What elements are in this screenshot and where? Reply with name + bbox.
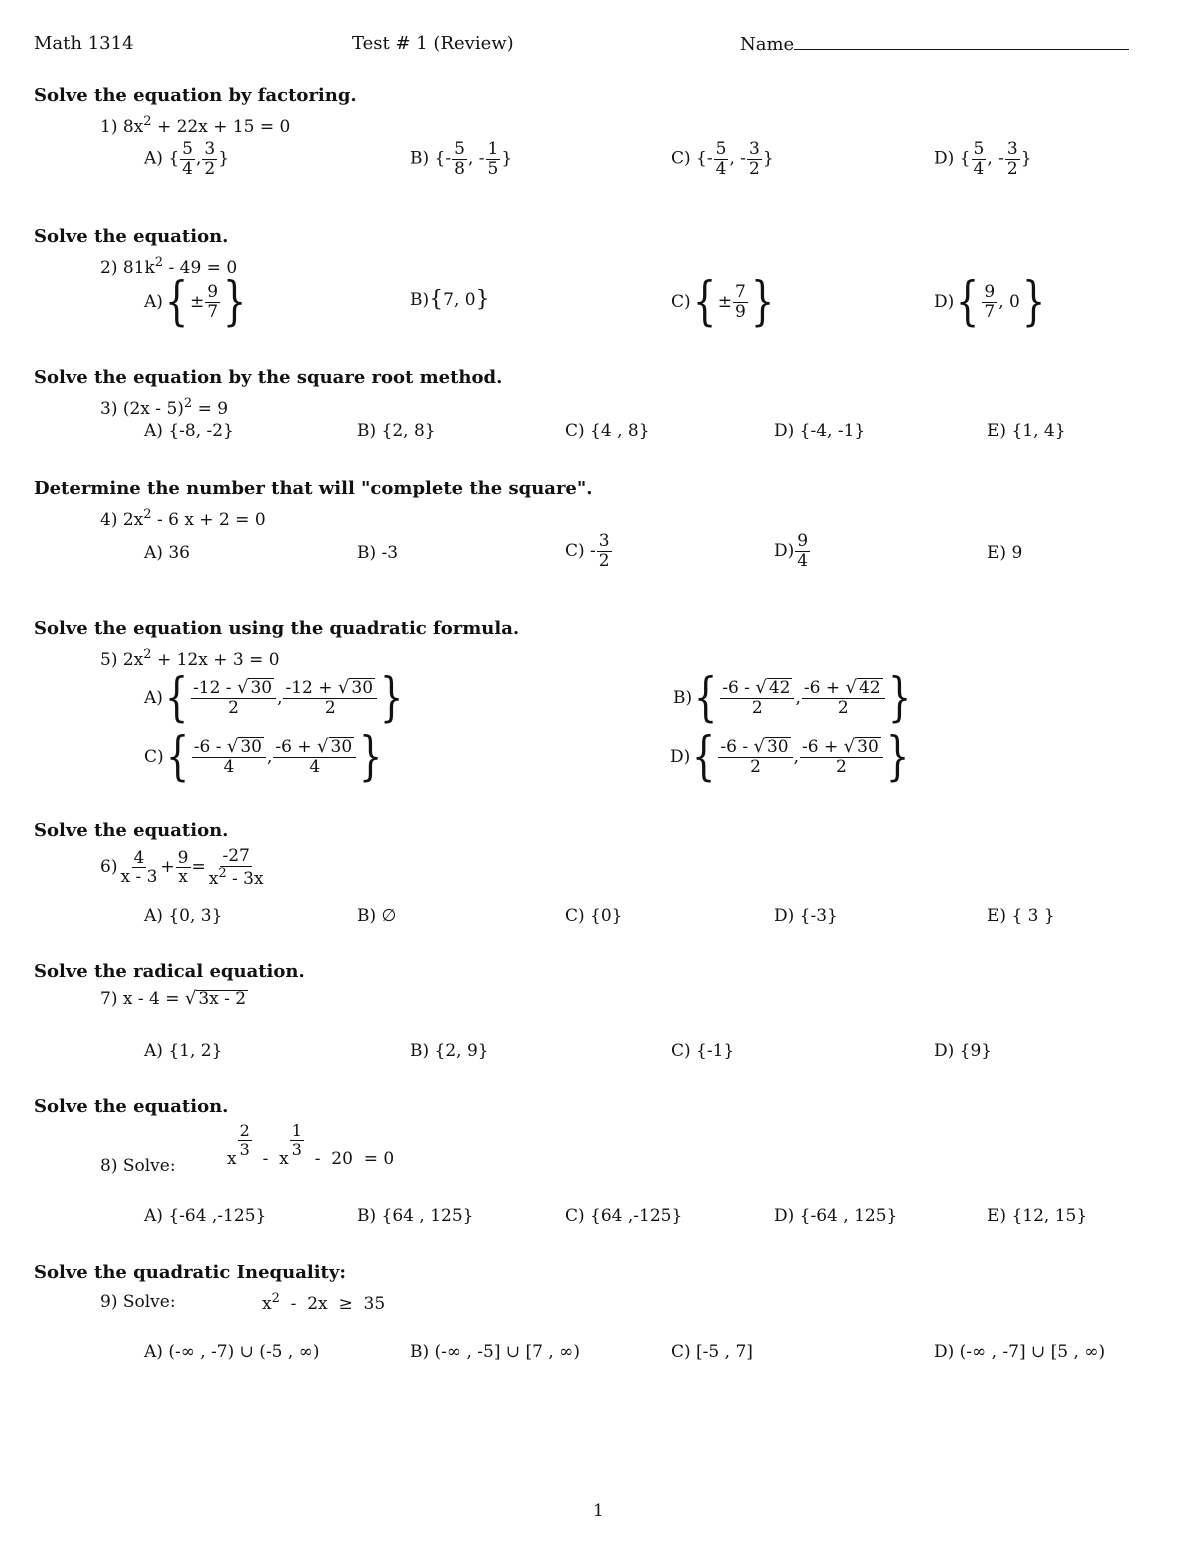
q5-answer-d: D) { -6 - √ 30 2 , -6 + √ 30 2 }: [670, 727, 909, 787]
section-heading-9: Solve the quadratic Inequality:: [34, 1262, 346, 1283]
question-9-label: 9) Solve:: [100, 1292, 176, 1312]
question-5: 5) $2x^2 + 12x + 3 = 0$: [100, 647, 280, 670]
q6-answer-e: E) { 3 }: [987, 906, 1055, 926]
section-heading-6: Solve the equation.: [34, 820, 229, 841]
q4-answer-a: A) 36: [144, 543, 190, 563]
section-heading-1: Solve the equation by factoring.: [34, 85, 357, 106]
q2-answer-c: C) { ± $\frac{7}{9}$ }: [671, 272, 774, 332]
q8-answer-c: C) {64 ,-125}: [565, 1206, 683, 1226]
course-title: Math 1314: [34, 33, 134, 54]
q8-answer-a: A) {-64 ,-125}: [144, 1206, 267, 1226]
q7-answer-d: D) {9}: [934, 1041, 993, 1061]
q6-answer-d: D) {-3}: [774, 906, 838, 926]
q2-answer-d: D) { $\frac{9}{7}$ , 0 }: [934, 272, 1045, 332]
q6-answer-a: A) {0, 3}: [144, 906, 223, 926]
q5-answer-a: A) { -12 - √ 30 2 , -12 + √ 30 2 }: [144, 668, 404, 728]
q3-answer-c: C) {4 , 8}: [565, 421, 650, 441]
section-heading-5: Solve the equation using the quadratic formula.: [34, 618, 520, 639]
section-heading-2: Solve the equation.: [34, 226, 229, 247]
q1-answer-b: B) {- $\frac{5}{8}$ , - $\frac{1}{5}$ }: [410, 139, 513, 179]
q3-answer-b: B) {2, 8}: [357, 421, 436, 441]
q1-answer-a: A) { $\frac{5}{4}$ , $\frac{3}{2}$ }: [144, 139, 230, 179]
q4-answer-c: C) - $\frac{3}{2}$: [565, 531, 610, 571]
q8-answer-b: B) {64 , 125}: [357, 1206, 474, 1226]
question-9-expression: $x^2 - 2x \ge 35$: [262, 1291, 386, 1314]
q7-answer-a: A) {1, 2}: [144, 1041, 223, 1061]
q4-answer-e: E) 9: [987, 543, 1023, 563]
q1-answer-c: C) {- $\frac{5}{4}$ , - $\frac{3}{2}$ }: [671, 139, 774, 179]
question-4: 4) $2x^2 - 6$ x + 2 = 0: [100, 507, 266, 530]
q2-answer-b: B) { 7, 0 }: [410, 287, 490, 312]
q8-answer-e: E) {12, 15}: [987, 1206, 1088, 1226]
name-field: [740, 35, 1129, 54]
q3-answer-d: D) {-4, -1}: [774, 421, 866, 441]
q4-answer-b: B) -3: [357, 543, 399, 563]
name-label: Name: [740, 34, 795, 55]
question-8-label: 8) Solve:: [100, 1156, 176, 1176]
q9-answer-a: A) (-∞ , -7) ∪ (-5 , ∞): [144, 1342, 320, 1362]
section-heading-8: Solve the equation.: [34, 1096, 229, 1117]
section-heading-3: Solve the equation by the square root method.: [34, 367, 503, 388]
name-blank-line: [794, 35, 1129, 50]
question-8-expression: x 2 3 - x 1 3 - 20 = 0: [227, 1121, 395, 1169]
question-3: 3) (2x - 5)$^2$ = 9: [100, 396, 229, 419]
q5-answer-c: C) { -6 - √ 30 4 , -6 + √ 30 4 }: [144, 727, 383, 787]
question-7: 7) x - 4 = √ 3x - 2: [100, 988, 247, 1009]
q3-answer-e: E) {1, 4}: [987, 421, 1066, 441]
question-1: 1) $8x^2 + 22x + 15 = 0$: [100, 114, 291, 137]
test-title: Test # 1 (Review): [352, 33, 514, 54]
page-number: 1: [593, 1501, 604, 1521]
q4-answer-d: D) $\frac{9}{4}$: [774, 531, 809, 571]
q5-answer-b: B) { -6 - √ 42 2 , -6 + √ 42 2 }: [673, 668, 911, 728]
q9-answer-b: B) (-∞ , -5] ∪ [7 , ∞): [410, 1342, 580, 1362]
question-2: 2) $81k^2 - 49 = 0$: [100, 255, 238, 278]
q7-answer-c: C) {-1}: [671, 1041, 735, 1061]
q3-answer-a: A) {-8, -2}: [144, 421, 234, 441]
question-6: 6) $\frac{4}{x - 3}$ + $\frac{9}{x}$ = $\frac{-27}{x^2 - 3x}$: [100, 846, 264, 889]
section-heading-7: Solve the radical equation.: [34, 961, 305, 982]
q6-answer-c: C) {0}: [565, 906, 623, 926]
q9-answer-d: D) (-∞ , -7] ∪ [5 , ∞): [934, 1342, 1106, 1362]
q7-answer-b: B) {2, 9}: [410, 1041, 489, 1061]
q2-answer-a: A) { ± $\frac{9}{7}$ }: [144, 272, 247, 332]
q6-answer-b: B) ∅: [357, 906, 397, 926]
q9-answer-c: C) [-5 , 7]: [671, 1342, 753, 1362]
section-heading-4: Determine the number that will "complete the square".: [34, 478, 593, 499]
q1-answer-d: D) { $\frac{5}{4}$ , - $\frac{3}{2}$ }: [934, 139, 1032, 179]
q8-answer-d: D) {-64 , 125}: [774, 1206, 898, 1226]
